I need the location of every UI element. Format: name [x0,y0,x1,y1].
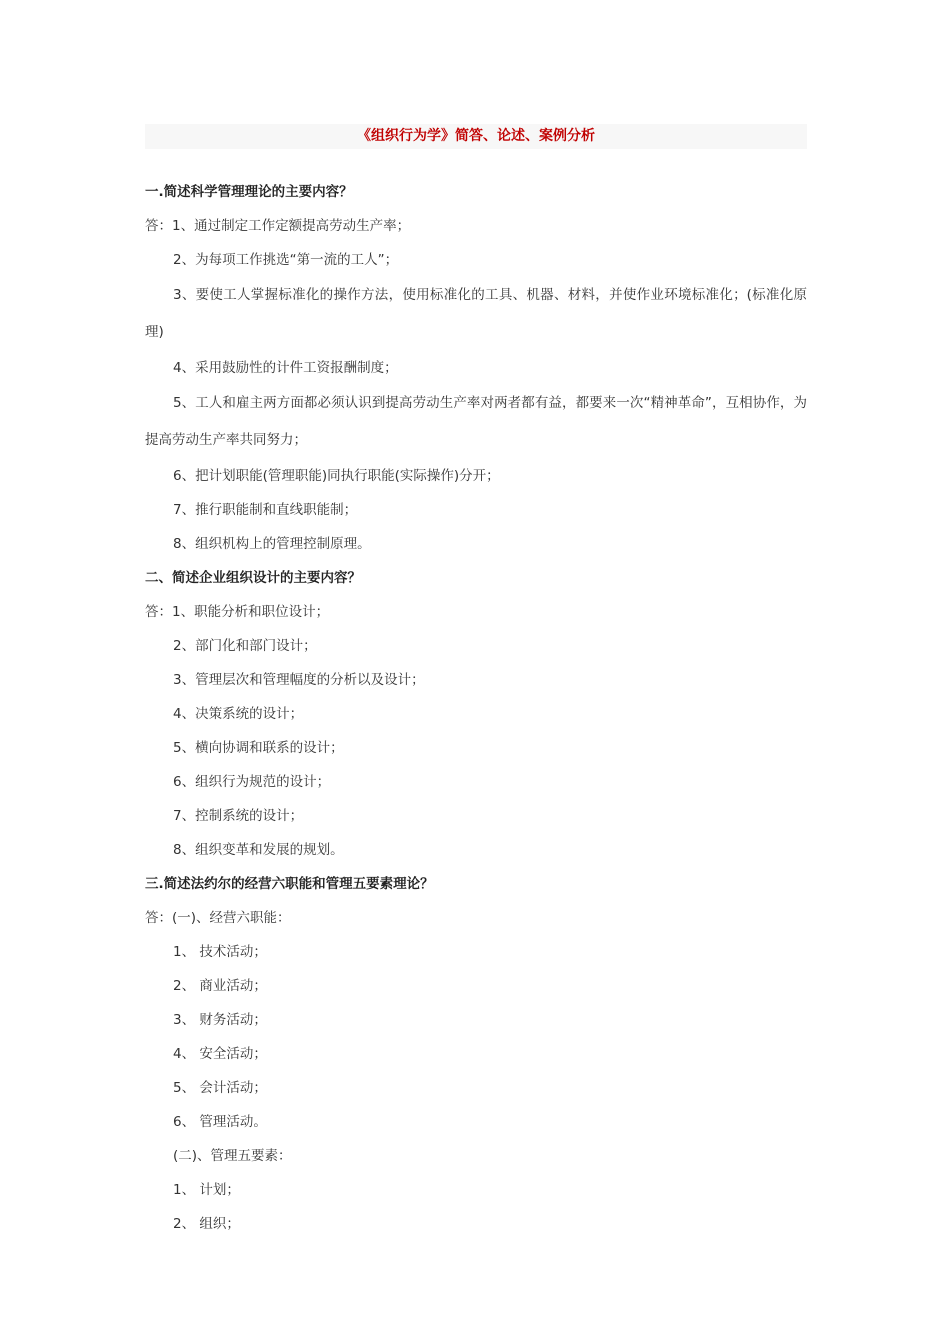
list-item-text: 5、工人和雇主两方面都必须认识到提高劳动生产率对两者都有益，都要来一次“精神革命”，互相协作，为提高劳动生产率共同努力； [145,395,807,448]
list-item: 6、组织行为规范的设计； [173,774,331,790]
list-item: 2、 商业活动； [173,978,267,994]
list-item: 8、组织变革和发展的规划。 [173,842,344,858]
list-item [145,277,807,351]
section1-heading: 一.简述科学管理理论的主要内容？ [145,184,353,200]
list-item: 6、把计划职能(管理职能)同执行职能(实际操作)分开； [173,468,500,484]
list-item: 7、控制系统的设计； [173,808,304,824]
section2-heading: 二、简述企业组织设计的主要内容？ [145,570,361,586]
document-content [145,124,807,1241]
list-item: 8、组织机构上的管理控制原理。 [173,536,371,552]
list-item: 3、 财务活动； [173,1012,267,1028]
list-item: 6、 管理活动。 [173,1114,267,1130]
section3-heading: 三.简述法约尔的经营六职能和管理五要素理论？ [145,876,434,892]
section1-answer-intro: 答：1、通过制定工作定额提高劳动生产率； [145,218,411,234]
document-title: 《组织行为学》简答、论述、案例分析 [145,124,807,149]
list-item: 4、 安全活动； [173,1046,267,1062]
list-item: 3、管理层次和管理幅度的分析以及设计； [173,672,425,688]
list-item: 5、 会计活动； [173,1080,267,1096]
section3-elements-heading: (二)、管理五要素： [173,1148,292,1164]
list-item: 1、 技术活动； [173,944,267,960]
section3-answer-intro: 答：(一)、经营六职能： [145,910,291,926]
list-item: 2、部门化和部门设计； [173,638,317,654]
list-item: 4、采用鼓励性的计件工资报酬制度； [173,360,398,376]
list-item: 5、横向协调和联系的设计； [173,740,344,756]
list-item-text: 3、要使工人掌握标准化的操作方法，使用标准化的工具、机器、材料，并使作业环境标准化；(标准化原理) [145,287,807,340]
list-item [145,385,807,459]
section2-answer-intro: 答：1、职能分析和职位设计； [145,604,330,620]
list-item: 2、为每项工作挑选“第一流的工人”； [173,252,399,268]
list-item: 7、推行职能制和直线职能制； [173,502,358,518]
list-item: 4、决策系统的设计； [173,706,304,722]
list-item: 1、 计划； [173,1182,240,1198]
list-item: 2、 组织； [173,1216,240,1232]
